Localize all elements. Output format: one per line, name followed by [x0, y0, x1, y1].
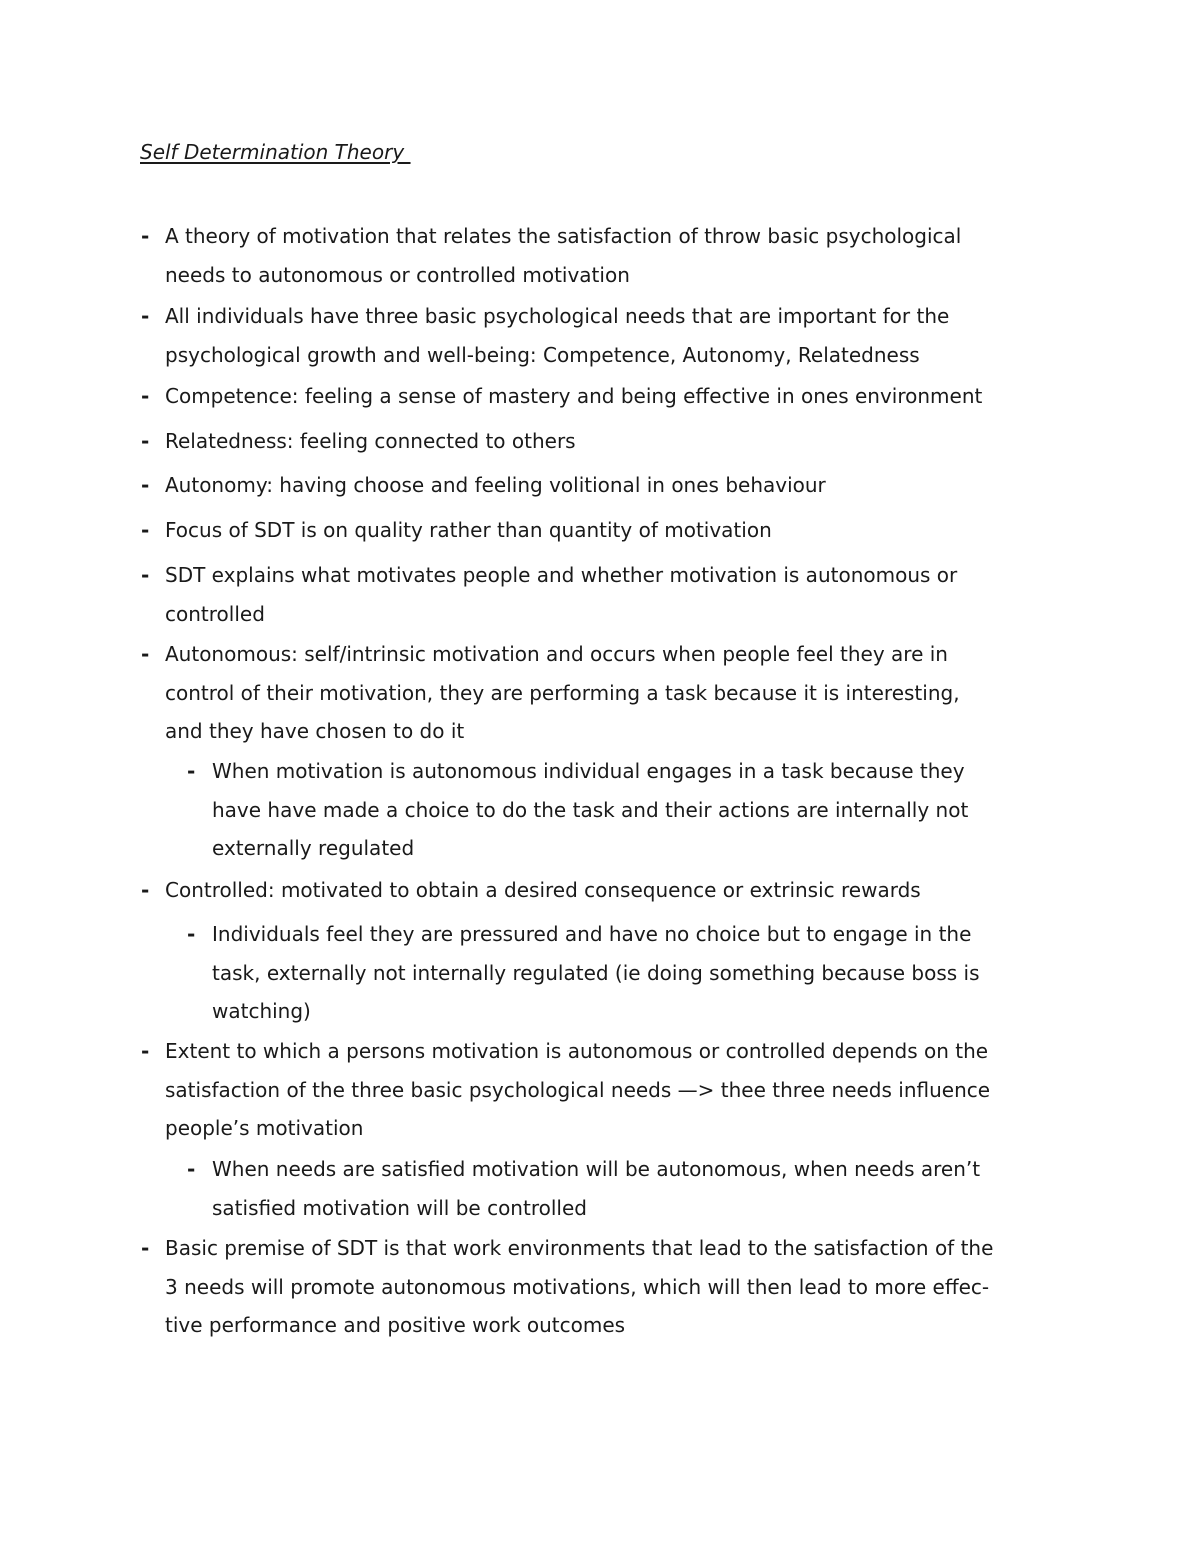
list-item-line: SDT explains what motivates people and whether motivation is autonomous or — [165, 563, 958, 587]
list-item-line: When motivation is autonomous individual engages in a task because they — [212, 759, 965, 783]
bullet-dash: - — [141, 384, 150, 408]
list-item-line: control of their motivation, they are performing a task because it is interesting, — [165, 680, 960, 705]
bullet-dash: - — [141, 518, 150, 542]
list-item-line: Controlled: motivated to obtain a desired consequence or extrinsic rewards — [165, 878, 921, 902]
list-item-line: When needs are satisfied motivation will be autonomous, when needs aren’t — [212, 1157, 981, 1181]
list-item-line: Competence: feeling a sense of mastery and being effective in ones environment — [165, 384, 983, 408]
bullet-dash: - — [141, 429, 150, 453]
list-item-line: Autonomous: self/intrinsic motivation and occurs when people feel they are in — [165, 642, 948, 666]
list-item-line: Basic premise of SDT is that work environments that lead to the satisfaction of the — [165, 1236, 994, 1260]
bullet-dash: - — [141, 304, 150, 328]
list-item-line: people’s motivation — [165, 1116, 364, 1140]
list-item-line: task, externally not internally regulated (ie doing something because boss is — [212, 960, 980, 985]
bullet-dash: - — [187, 1157, 196, 1181]
bullet-dash: - — [141, 1236, 150, 1260]
bullet-dash: - — [141, 473, 150, 497]
list-item-line: Extent to which a persons motivation is autonomous or controlled depends on the — [165, 1039, 989, 1063]
list-item-line: controlled — [165, 601, 265, 626]
bullet-dash: - — [141, 563, 150, 587]
list-item-line: Individuals feel they are pressured and have no choice but to engage in the — [212, 922, 972, 946]
bullet-dash: - — [187, 922, 196, 946]
bullet-dash: - — [187, 759, 196, 783]
list-item-line: needs to autonomous or controlled motivation — [165, 262, 630, 287]
bullet-dash: - — [141, 224, 150, 248]
list-item-line: Relatedness: feeling connected to others — [165, 429, 576, 453]
list-item-line: Autonomy: having choose and feeling volitional in ones behaviour — [165, 473, 826, 497]
list-item-line: and they have chosen to do it — [165, 719, 465, 743]
list-item-line: watching) — [212, 999, 311, 1023]
document-title: Self Determination Theory — [140, 140, 411, 164]
bullet-dash: - — [141, 878, 150, 902]
list-item-line: externally regulated — [212, 836, 415, 860]
list-item-line: A theory of motivation that relates the satisfaction of throw basic psychological — [165, 224, 962, 248]
list-item-line: have have made a choice to do the task and their actions are internally not — [212, 797, 969, 822]
list-item-line: Focus of SDT is on quality rather than quantity of motivation — [165, 518, 772, 542]
list-item-line: satisfied motivation will be controlled — [212, 1195, 587, 1220]
list-item-line: psychological growth and well-being: Competence, Autonomy, Relatedness — [165, 342, 920, 367]
list-item-line: tive performance and positive work outcomes — [165, 1313, 626, 1337]
list-item-line: 3 needs will promote autonomous motivations, which will then lead to more effec- — [165, 1274, 990, 1299]
bullet-dash: - — [141, 642, 150, 666]
list-item-line: All individuals have three basic psychological needs that are important for the — [165, 304, 950, 328]
bullet-dash: - — [141, 1039, 150, 1063]
list-item-line: satisfaction of the three basic psychological needs —> thee three needs influence — [165, 1077, 991, 1102]
